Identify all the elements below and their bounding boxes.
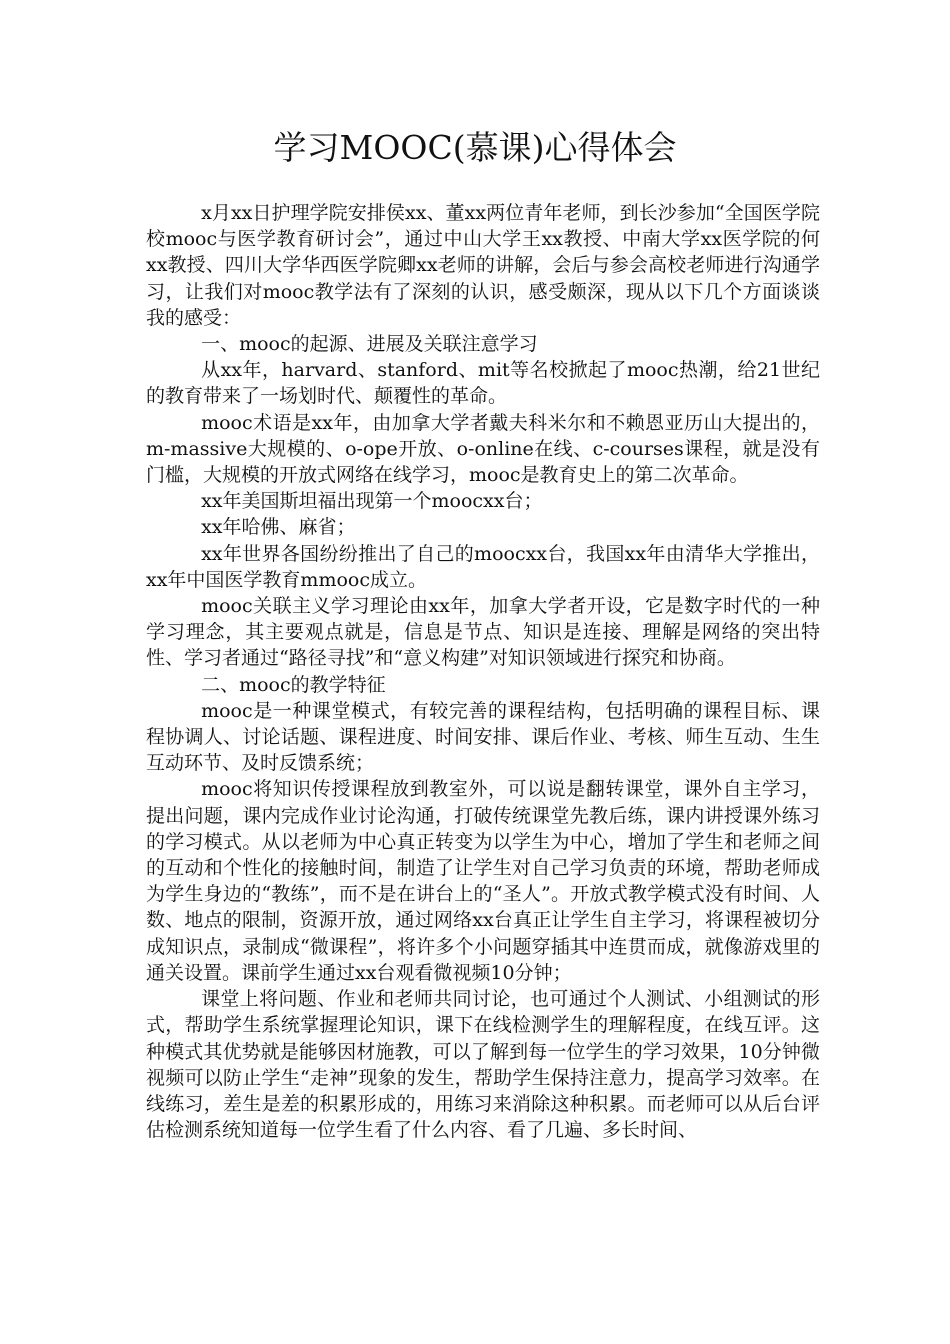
paragraph-intro: x月xx日护理学院安排侯xx、董xx两位青年老师，到长沙参加“全国医学院校mooc与医学教育研讨会”，通过中山大学王xx教授、中南大学xx医学院的何xx教授、四川大学华西医学院卿xx老师的讲解，会后与参会高校老师进行沟通学习，让我们对mooc教学法有了深刻的认识，感受颇深，现从以下几个方面谈谈我的感受： (146, 202, 820, 329)
section-heading-1: 一、mooc的起源、进展及关联注意学习 (201, 333, 538, 356)
paragraph-classroom-discussion: 课堂上将问题、作业和老师共同讨论，也可通过个人测试、小组测试的形式，帮助学生系统掌握理论知识，课下在线检测学生的理解程度，在线互评。这种模式其优势就是能够因材施教，可以了解到每一位学生的学习效果，10分钟微视频可以防止学生“走神”现象的发生，帮助学生保持注意力，提高学习效率。在线练习，差生是差的积累形成的，用练习来消除这种积累。而老师可以从后台评估检测系统知道每一位学生看了什么内容、看了几遍、多长时间、 (146, 988, 820, 1142)
paragraph-world: xx年世界各国纷纷推出了自己的moocxx台，我国xx年由清华大学推出，xx年中国医学教育mmooc成立。 (146, 542, 820, 591)
section-heading-2: 二、mooc的教学特征 (201, 673, 386, 696)
paragraph-flipped-classroom: mooc将知识传授课程放到教室外，可以说是翻转课堂，课外自主学习，提出问题，课内完成作业讨论沟通，打破传统课堂先教后练，课内讲授课外练习的学习模式。从以老师为中心真正转变为以学生为中心，增加了学生和老师之间的互动和个性化的接触时间，制造了让学生对自己学习负责的环境，帮助老师成为学生身边的“教练”，而不是在讲台上的“圣人”。开放式教学模式没有时间、人数、地点的限制，资源开放，通过网络xx台真正让学生自主学习，将课程被切分成知识点，录制成“微课程”，将许多个小问题穿插其中连贯而成，就像游戏里的通关设置。课前学生通过xx台观看微视频10分钟； (146, 778, 820, 984)
paragraph-connectivism: mooc关联主义学习理论由xx年，加拿大学者开设，它是数字时代的一种学习理念，其主要观点就是，信息是节点、知识是连接、理解是网络的突出特性、学习者通过“路径寻找”和“意义构建”对知识领域进行探究和协商。 (146, 595, 820, 670)
paragraph-course-structure: mooc是一种课堂模式，有较完善的课程结构，包括明确的课程目标、课程协调人、讨论话题、课程进度、时间安排、课后作业、考核、师生互动、生生互动环节、及时反馈系统； (146, 699, 820, 775)
paragraph-term: mooc术语是xx年，由加拿大学者戴夫科米尔和不赖恩亚历山大提出的，m-massive大规模的、o-ope开放、o-online在线、c-courses课程，就是没有门槛，大规模的开放式网络在线学习，mooc是教育史上的第二次革命。 (146, 411, 820, 487)
paragraph-stanford: xx年美国斯坦福出现第一个moocxx台； (201, 490, 543, 513)
document-title: 学习MOOC(慕课)心得体会 (273, 128, 677, 167)
document-body (146, 200, 820, 1143)
paragraph-origin: 从xx年，harvard、stanford、mit等名校掀起了mooc热潮，给21世纪的教育带来了一场划时代、颠覆性的革命。 (146, 359, 820, 408)
paragraph-harvard-mit: xx年哈佛、麻省； (201, 516, 356, 539)
